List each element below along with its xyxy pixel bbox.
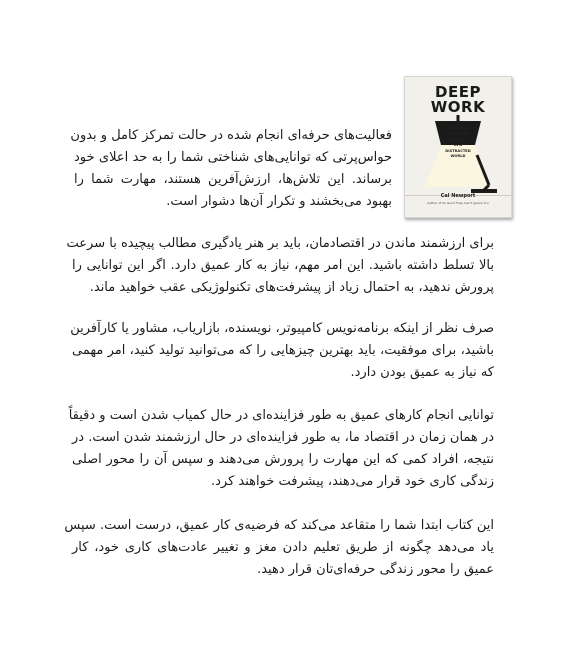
paragraph-line: برای ارزشمند ماندن در اقتصادمان، باید بر هنر یادگیری مطالب پیچیده با سرعت: [66, 236, 494, 251]
paragraph-line: نتیجه، افراد کمی که این مهارت را پرورش می‌دهند و سپس آن را محور اصلی: [72, 452, 494, 467]
paragraph-line: توانایی انجام کارهای عمیق به طور فزاینده‌ای در حال کمیاب شدن است و دقیقاً: [68, 408, 494, 423]
paragraph-line: در همان زمان در اقتصاد ما، به طور فزاینده‌ای در حال ارزشمند شدن است. در: [72, 430, 494, 445]
paragraph-2: [66, 233, 494, 299]
paragraph-line: بالا تسلط داشته باشید. این امر مهم، نیاز به کار عمیق دارد. اگر این توانایی را: [72, 258, 494, 273]
paragraph-line: یاد می‌دهد چگونه از طریق تعلیم دادن مغز و تغییر عادت‌های کاری خود، کار: [72, 540, 494, 555]
cover-title-line1: DEEP: [435, 83, 481, 101]
paragraph-line: حواس‌پرتی که توانایی‌های شناختی شما را به حد اعلای خود: [74, 150, 392, 165]
paragraph-line: عمیق را محور زندگی حرفه‌ای‌تان قرار دهید.: [257, 562, 494, 577]
paragraph-line: باشید، برای موفقیت، باید بهترین چیزهایی را که می‌توانید تولید کنید، امر مهمی: [72, 343, 494, 358]
book-cover-thumbnail: [404, 76, 512, 218]
paragraph-line: که نیاز به عمیق بودن دارد.: [350, 365, 494, 380]
paragraph-line: پرورش ندهید، به احتمال زیاد از پیشرفت‌های تکنولوژیکی عقب خواهید ماند.: [89, 280, 494, 295]
paragraph-line: زندگی کاری خود قرار می‌دهند، پیشرفت خواهند کرد.: [210, 474, 494, 489]
paragraph-line: فعالیت‌های حرفه‌ای انجام شده در حالت تمرکز کامل و بدون: [70, 128, 392, 143]
cover-author: Cal Newport: [440, 193, 476, 199]
paragraph-4: [68, 405, 494, 493]
cover-subtitle: RULES FOR FOCUSED SUCCESS IN A DISTRACTED WORLD: [445, 127, 471, 159]
paragraph-5: [64, 515, 494, 581]
cover-title-line2: WORK: [430, 98, 486, 116]
paragraph-line: بهبود می‌بخشند و تکرار آن‌ها دشوار است.: [166, 194, 392, 209]
paragraph-intro: [70, 125, 392, 213]
paragraph-line: برساند. این تلاش‌ها، ارزش‌آفرین هستند، مهارت شما را: [74, 172, 392, 187]
paragraph-3: [72, 318, 494, 384]
paragraph-line: این کتاب ابتدا شما را متقاعد می‌کند که فرضیه‌ی کار عمیق، درست است. سپس: [64, 518, 494, 533]
paragraph-line: صرف نظر از اینکه برنامه‌نویس کامپیوتر، نویسنده، بازاریاب، مشاور یا کارآفرین: [70, 321, 494, 336]
cover-tagline: Author of So Good They Can't Ignore You: [427, 201, 489, 205]
